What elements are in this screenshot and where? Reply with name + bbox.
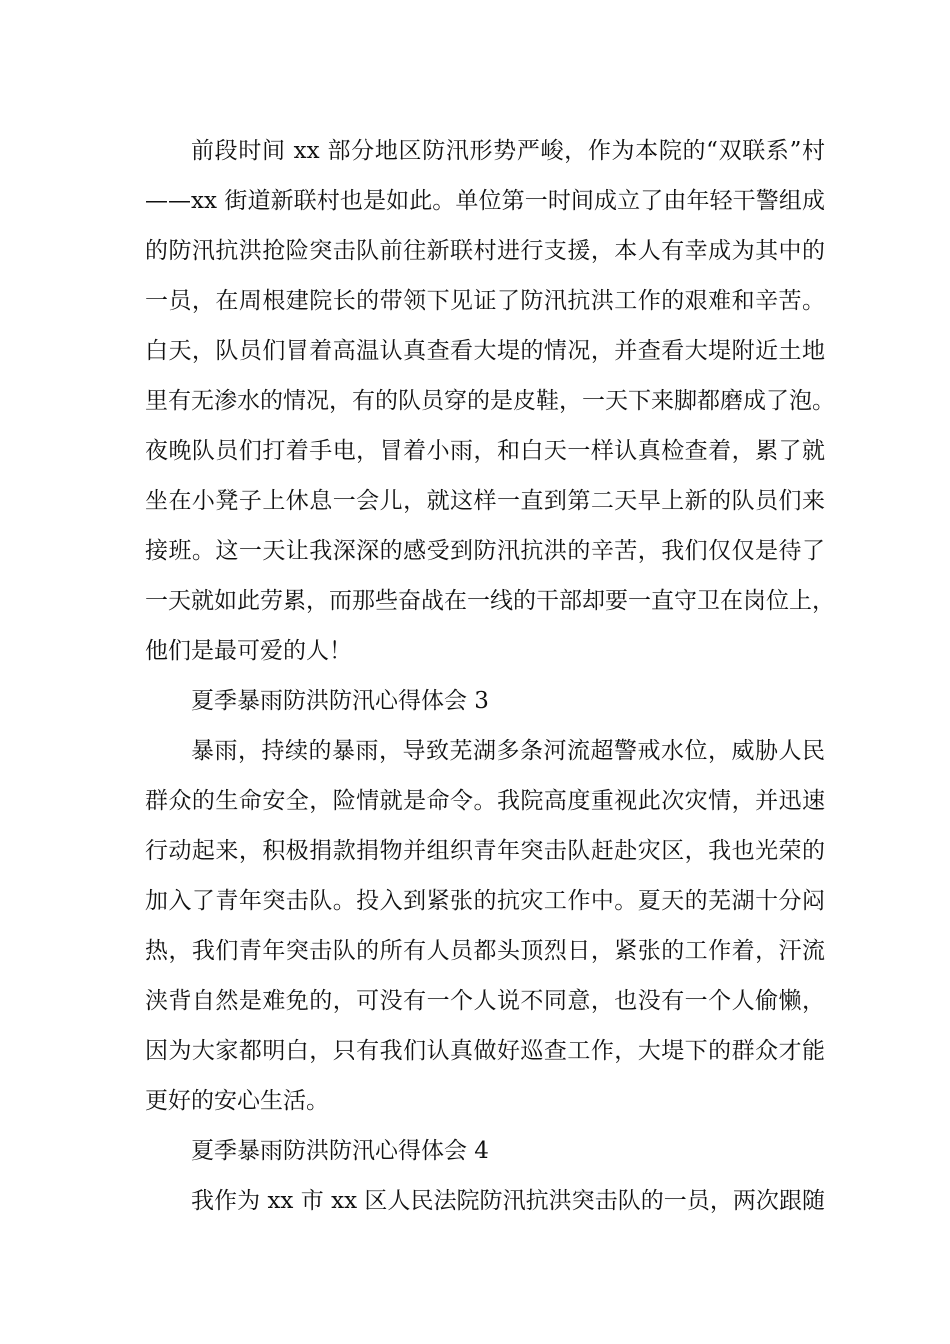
- paragraph-line: 的防汛抗洪抢险突击队前往新联村进行支援，本人有幸成为其中的: [145, 238, 825, 264]
- paragraph-3: [145, 1176, 825, 1226]
- paragraph-line: 一天就如此劳累，而那些奋战在一线的干部却要一直守卫在岗位上，: [145, 588, 835, 614]
- paragraph-line: 一员，在周根建院长的带领下见证了防汛抗洪工作的艰难和辛苦。: [145, 288, 825, 314]
- paragraph-line: 群众的生命安全，险情就是命令。我院高度重视此次灾情，并迅速: [145, 788, 825, 814]
- paragraph-line: 里有无渗水的情况，有的队员穿的是皮鞋，一天下来脚都磨成了泡。: [145, 388, 835, 414]
- paragraph-line: 因为大家都明白，只有我们认真做好巡查工作，大堤下的群众才能: [145, 1038, 825, 1064]
- paragraph-2: [145, 726, 825, 1126]
- paragraph-line: 更好的安心生活。: [145, 1088, 329, 1114]
- paragraph-line: 行动起来，积极捐款捐物并组织青年突击队赶赴灾区，我也光荣的: [145, 838, 825, 864]
- paragraph-line: ——xx 街道新联村也是如此。单位第一时间成立了由年轻干警组成: [145, 188, 825, 214]
- paragraph-line: 接班。这一天让我深深的感受到防汛抗洪的辛苦，我们仅仅是待了: [145, 538, 825, 564]
- paragraph-1: [145, 126, 835, 676]
- paragraph-line: 前段时间 xx 部分地区防汛形势严峻，作为本院的“双联系”村: [191, 138, 825, 164]
- paragraph-line: 热，我们青年突击队的所有人员都头顶烈日，紧张的工作着，汗流: [145, 938, 825, 964]
- paragraph-line: 坐在小凳子上休息一会儿，就这样一直到第二天早上新的队员们来: [145, 488, 825, 514]
- paragraph-line: 浃背自然是难免的，可没有一个人说不同意，也没有一个人偷懒，: [145, 988, 825, 1014]
- paragraph-line: 暴雨，持续的暴雨，导致芜湖多条河流超警戒水位，威胁人民: [191, 738, 825, 764]
- document-body: [145, 126, 835, 1226]
- paragraph-line: 加入了青年突击队。投入到紧张的抗灾工作中。夏天的芜湖十分闷: [145, 888, 825, 914]
- paragraph-line: 白天，队员们冒着高温认真查看大堤的情况，并查看大堤附近土地: [145, 338, 825, 364]
- paragraph-line: 我作为 xx 市 xx 区人民法院防汛抗洪突击队的一员，两次跟随: [191, 1188, 825, 1214]
- section-heading-3: 夏季暴雨防洪防汛心得体会 3: [191, 688, 489, 714]
- paragraph-line: 他们是最可爱的人！: [145, 638, 352, 664]
- paragraph-line: 夜晚队员们打着手电，冒着小雨，和白天一样认真检查着，累了就: [145, 438, 825, 464]
- section-heading-4: 夏季暴雨防洪防汛心得体会 4: [191, 1138, 489, 1164]
